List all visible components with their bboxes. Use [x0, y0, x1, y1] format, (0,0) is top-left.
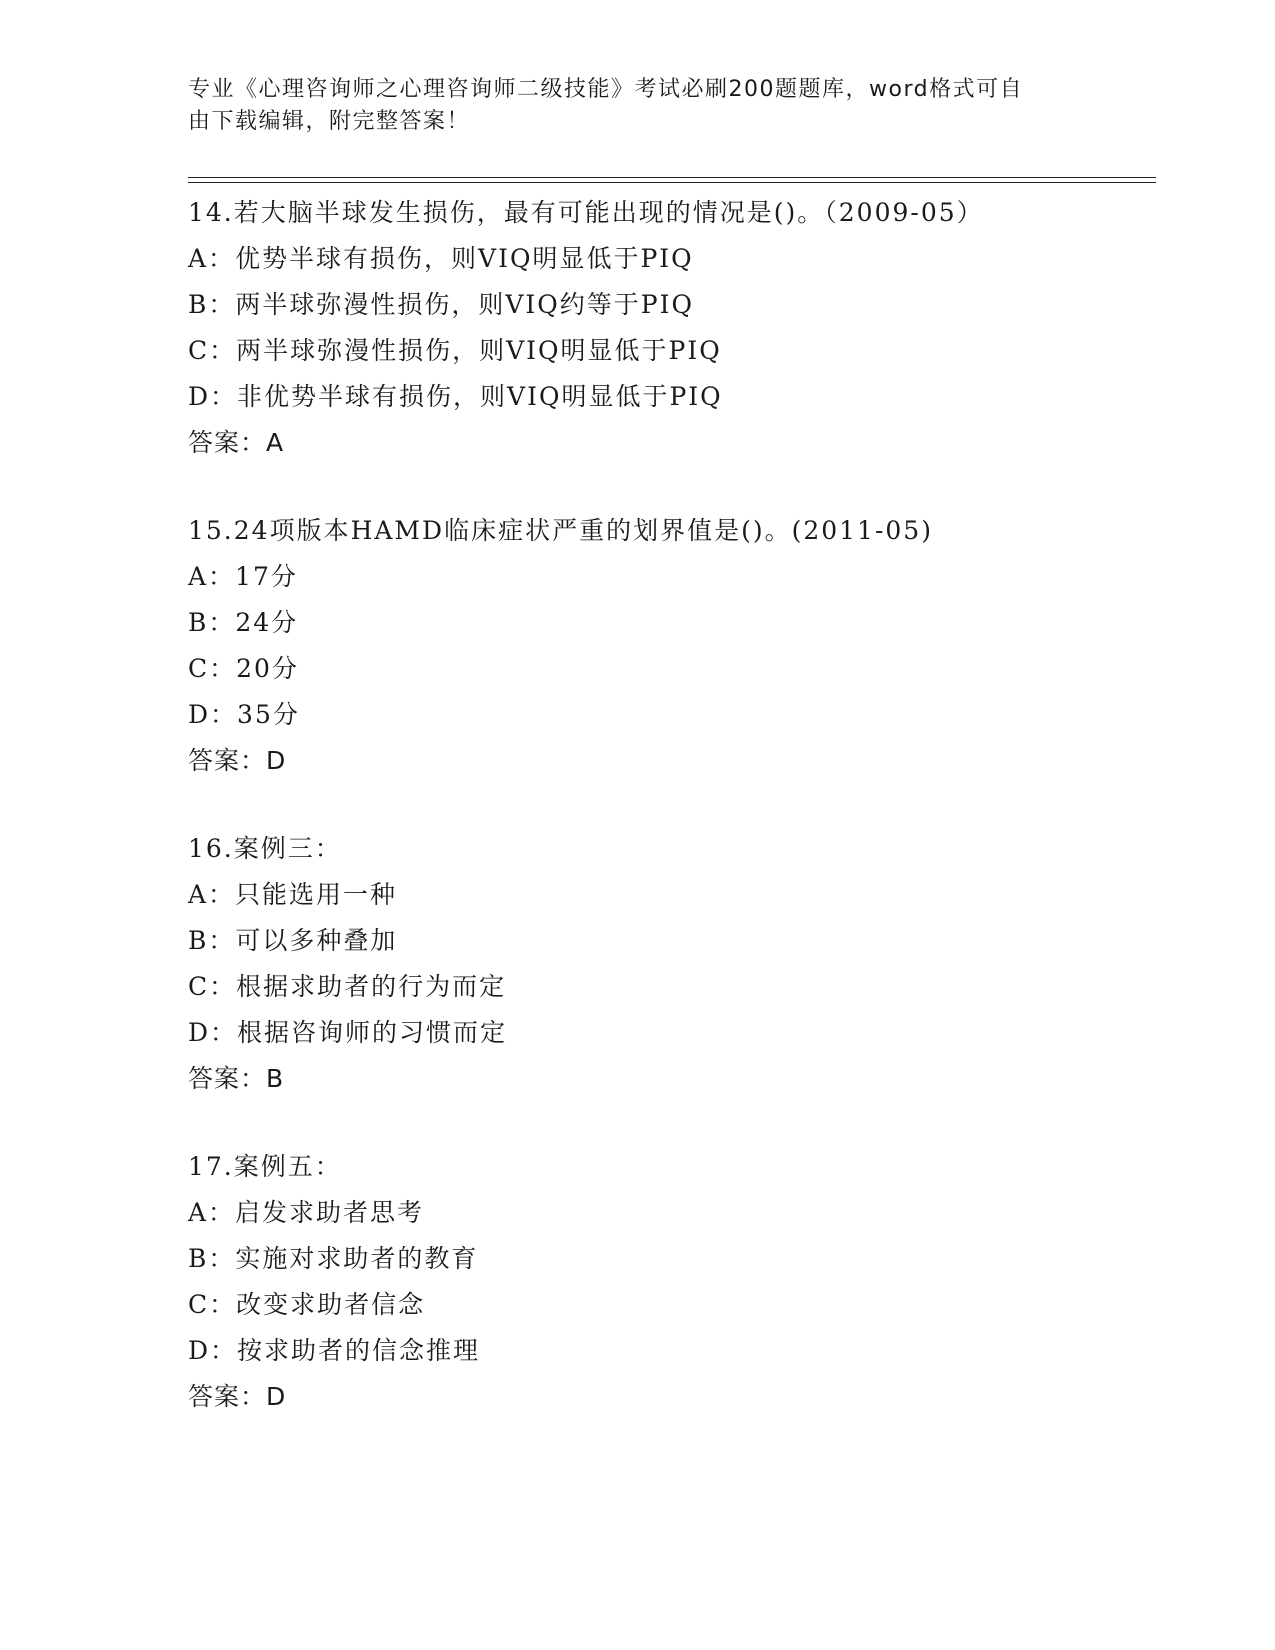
answer-line: 答案：D	[188, 746, 287, 775]
question-15	[188, 508, 1148, 784]
question-stem: 17.案例五：	[188, 1152, 342, 1181]
question-stem: 15.24项版本HAMD临床症状严重的划界值是()。(2011-05)	[188, 516, 933, 545]
option-c: C：改变求助者信念	[188, 1290, 426, 1319]
document-header	[188, 74, 1068, 138]
question-17	[188, 1144, 1148, 1420]
option-b: B：两半球弥漫性损伤，则VIQ约等于PIQ	[188, 290, 694, 319]
option-d: D：按求助者的信念推理	[188, 1336, 481, 1365]
option-a: A：优势半球有损伤，则VIQ明显低于PIQ	[188, 244, 694, 273]
header-line-2: 由下载编辑，附完整答案！	[188, 109, 471, 134]
option-d: D：35分	[188, 700, 300, 729]
option-a: A：17分	[188, 562, 298, 591]
question-14	[188, 190, 1148, 466]
question-list	[188, 190, 1148, 1462]
header-line-1: 专业《心理咨询师之心理咨询师二级技能》考试必刷200题题库，word格式可自	[188, 77, 1024, 102]
option-b: B：可以多种叠加	[188, 926, 398, 955]
question-stem: 16.案例三：	[188, 834, 342, 863]
option-b: B：24分	[188, 608, 299, 637]
option-a: A：启发求助者思考	[188, 1198, 425, 1227]
answer-line: 答案：B	[188, 1064, 285, 1093]
option-c: C：根据求助者的行为而定	[188, 972, 507, 1001]
option-b: B：实施对求助者的教育	[188, 1244, 479, 1273]
option-c: C：20分	[188, 654, 299, 683]
option-d: D：非优势半球有损伤，则VIQ明显低于PIQ	[188, 382, 723, 411]
answer-line: 答案：D	[188, 1382, 287, 1411]
option-d: D：根据咨询师的习惯而定	[188, 1018, 508, 1047]
option-a: A：只能选用一种	[188, 880, 398, 909]
question-16	[188, 826, 1148, 1102]
header-divider-top	[188, 177, 1156, 178]
question-stem: 14.若大脑半球发生损伤，最有可能出现的情况是()。（2009-05）	[188, 198, 984, 227]
header-divider-bottom	[188, 182, 1156, 183]
answer-line: 答案：A	[188, 428, 285, 457]
option-c: C：两半球弥漫性损伤，则VIQ明显低于PIQ	[188, 336, 722, 365]
